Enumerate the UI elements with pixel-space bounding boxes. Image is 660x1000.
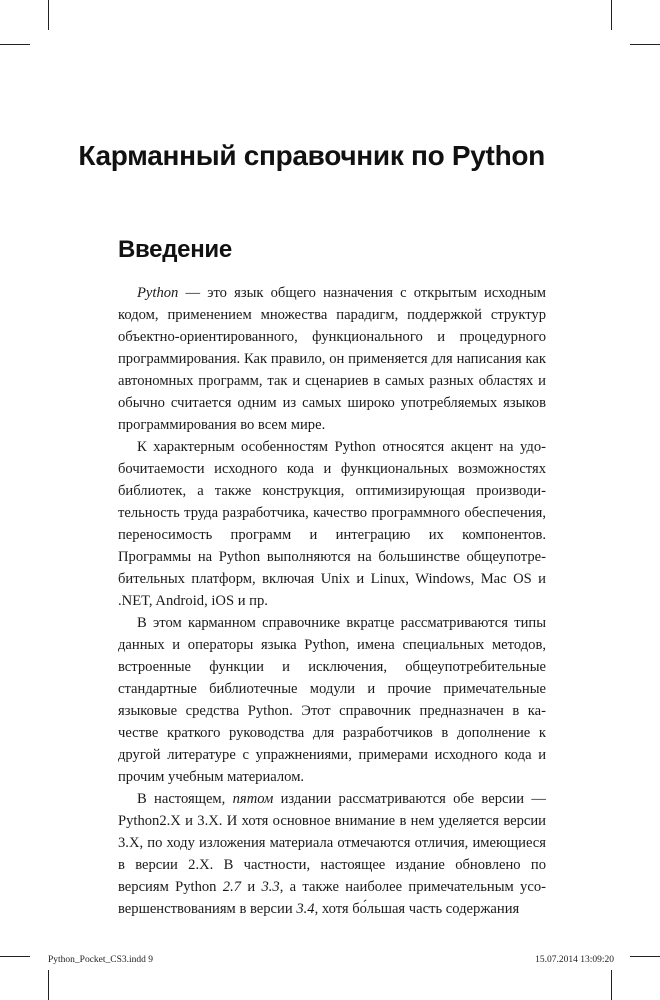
- crop-mark-right-bottom: [630, 956, 660, 957]
- emphasis-text: 3.4: [296, 901, 315, 917]
- paragraph: Python — это язык общего назначения с открытым исходным кодом, применением множества парадигм, поддержкой структур объектно-ориентированного, функционального и процедурного программирования. Как правило, он применяется для написания как автономных программ, так и сценариев в самых разных областях и обычно считается одним из самых широко употребляемых языков программирования во всем мире.: [118, 285, 546, 433]
- body-text: [118, 282, 546, 920]
- emphasis-text: 3.3: [261, 879, 280, 895]
- emphasis-text: пятом: [232, 791, 274, 807]
- emphasis-text: 2.7: [222, 879, 242, 895]
- crop-mark-top-left: [48, 0, 49, 30]
- emphasis-text: Python: [137, 285, 179, 301]
- crop-mark-left-bottom: [0, 956, 30, 957]
- section-title: Введение: [118, 236, 232, 263]
- paragraph: К характерным особенностям Python относятся акцент на удобочитаемости исходного кода и функциональных возможностях библиотек, а также конструкция, оптимизирующая производительность труда разработчика, качество программного обеспечения, переносимость программ и интеграцию их компонентов. Программы на Python выполняются на большинстве общеупотребительных платформ, включая Unix и Linux, Windows, Mac OS и .NET, Android, iOS и пр.: [118, 439, 546, 609]
- slug-filename: Python_Pocket_CS3.indd 9: [48, 955, 154, 965]
- paragraph: В настоящем, пятом издании рассматриваются обе версии — Python2.X и 3.X. И хотя основное внимание в нем уделяется версии 3.X, по ходу изложения материала отмечаются отличия, имеющиеся в версии 2.X. В частности, настоящее издание обновлено по версиям Python 2.7 и 3.3, а также наиболее примечательным усовершенствованиям в версии 3.4, хотя бо́льшая часть содержания: [118, 791, 547, 917]
- slug-timestamp: 15.07.2014 13:09:20: [535, 955, 614, 965]
- crop-mark-left-top: [0, 44, 30, 45]
- crop-mark-bottom-right: [611, 970, 612, 1000]
- crop-mark-right-top: [630, 44, 660, 45]
- paragraph: В этом карманном справочнике вкратце рассматриваются типы данных и операторы языка Python, имена специальных методов, встроенные функции и исключения, общеупотребительные стандартные библиотечные модули и прочие примечательные языковые средства Python. Этот справочник предназначен в качестве краткого руководства для разработчиков в дополнение к другой литературе с упражнениями, примерами исходного кода и прочим учебным материалом.: [118, 615, 546, 785]
- crop-mark-top-right: [611, 0, 612, 30]
- crop-mark-bottom-left: [48, 970, 49, 1000]
- page-title: Карманный справочник по Python: [78, 140, 545, 171]
